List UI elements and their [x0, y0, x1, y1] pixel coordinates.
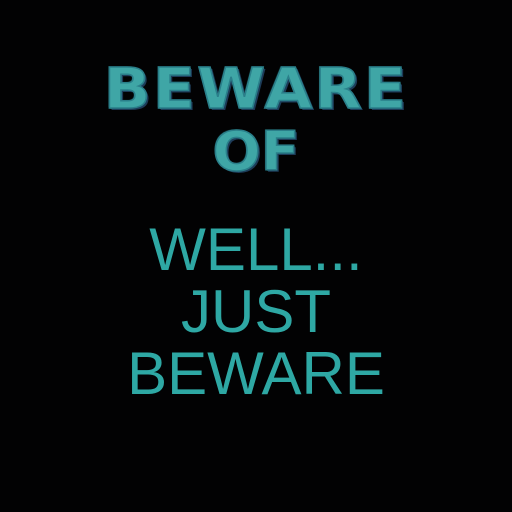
- body-line-just: JUST: [181, 278, 331, 345]
- body-line-beware: BEWARE: [127, 340, 385, 407]
- heading-beware: BEWARE: [103, 57, 409, 122]
- heading-of: OF: [212, 120, 300, 183]
- body-line-well: WELL...: [149, 216, 363, 283]
